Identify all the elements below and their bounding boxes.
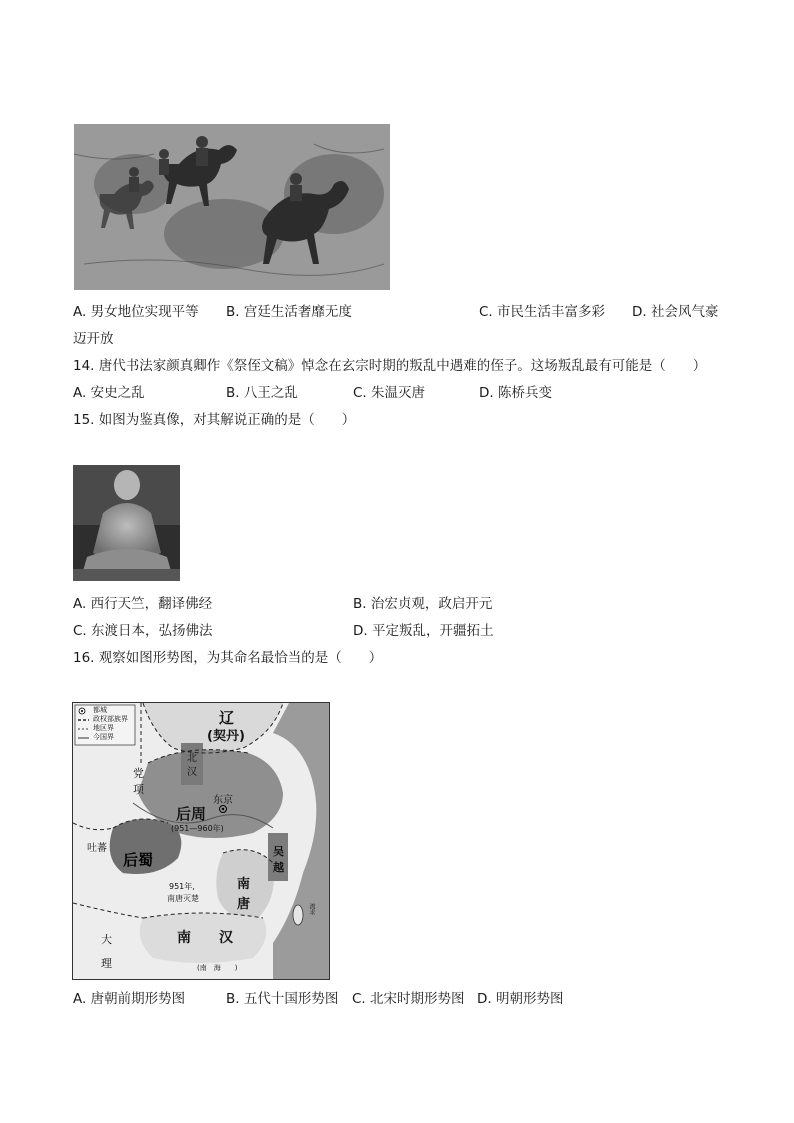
q15-option-b <box>353 595 492 613</box>
label-wuyue-1: 吴 <box>273 845 284 858</box>
option-text: 东渡日本，弘扬佛法 <box>91 623 213 639</box>
option-letter: A. <box>73 991 87 1007</box>
option-letter: B. <box>226 304 240 320</box>
option-text: 治宏贞观，政启开元 <box>370 596 493 612</box>
option-text: 五代十国形势图 <box>243 991 339 1007</box>
label-nantang-1: 南 <box>237 877 251 892</box>
option-letter: D. <box>479 385 494 401</box>
option-letter: A. <box>73 596 87 612</box>
option-text: 平定叛乱，开疆拓土 <box>371 623 494 639</box>
q14-option-a <box>73 384 145 402</box>
option-letter: C. <box>353 385 367 401</box>
legend-national-border: 今国界 <box>93 733 114 741</box>
label-dali-2: 理 <box>101 957 112 970</box>
option-text: 北宋时期形势图 <box>370 991 465 1007</box>
option-letter: D. <box>632 304 647 320</box>
legend-regime-border: 政权部族界 <box>93 715 128 723</box>
q15-option-a <box>73 595 212 613</box>
option-letter: A. <box>73 304 87 320</box>
label-nanhan-1: 南 <box>177 930 191 946</box>
label-dongjing: 东京 <box>213 795 233 806</box>
statue-illustration <box>73 465 180 581</box>
q14-option-d <box>479 384 552 402</box>
q16-option-a <box>73 990 185 1008</box>
option-letter: B. <box>353 596 367 612</box>
option-text: 八王之乱 <box>243 385 298 401</box>
legend-capital: 都城 <box>93 706 107 714</box>
q13-option-a <box>73 303 199 321</box>
option-text: 市民生活丰富多彩 <box>497 304 606 320</box>
label-houshu: 后蜀 <box>123 851 154 869</box>
five-dynasties-map <box>72 702 330 980</box>
option-text: 迈开放 <box>73 331 114 347</box>
label-sea: (南 海 ) <box>197 964 238 972</box>
q15-option-d <box>353 622 493 640</box>
q15-stem: 15. 如图为鉴真像，对其解说正确的是（ ） <box>73 412 356 428</box>
label-beihan-2: 汉 <box>187 767 197 778</box>
legend-region-border: 地区界 <box>93 724 114 732</box>
mural-illustration <box>74 124 390 290</box>
option-letter: C. <box>352 991 366 1007</box>
option-text: 西行天竺，翻译佛经 <box>90 596 213 612</box>
label-beihan-1: 北 <box>187 753 197 764</box>
label-tubo: 吐蕃 <box>87 843 107 854</box>
option-text: 宫廷生活奢靡无度 <box>243 304 352 320</box>
label-island: 流求 <box>308 903 315 915</box>
label-xiang: 项 <box>133 783 144 796</box>
label-note-1: 951年, <box>169 882 195 891</box>
option-text: 安史之乱 <box>90 385 145 401</box>
option-text: 社会风气豪 <box>650 304 719 320</box>
q15-option-c <box>73 622 213 640</box>
label-nanhan-2: 汉 <box>219 930 233 946</box>
option-text: 朱温灭唐 <box>371 385 426 401</box>
q14-option-b <box>226 384 298 402</box>
option-letter: C. <box>73 623 87 639</box>
label-nantang-2: 唐 <box>237 897 251 912</box>
q16-option-d <box>477 990 563 1008</box>
option-letter: B. <box>226 385 240 401</box>
option-letter: D. <box>353 623 368 639</box>
option-letter: C. <box>479 304 493 320</box>
label-houzhou-years: (951—960年) <box>171 824 224 833</box>
q16-option-b <box>226 990 338 1008</box>
q16-option-c <box>352 990 465 1008</box>
q14-stem: 14. 唐代书法家颜真卿作《祭侄文稿》悼念在玄宗时期的叛乱中遇难的侄子。这场叛乱最有可能是（ ） <box>73 358 707 374</box>
label-wuyue-2: 越 <box>273 861 284 874</box>
jianzhen-statue-image <box>73 465 180 581</box>
q13-option-d <box>632 303 718 321</box>
label-qidan: (契丹) <box>207 729 245 744</box>
q14-option-c <box>353 384 425 402</box>
q16-stem: 16. 观察如图形势图，为其命名最恰当的是（ ） <box>73 650 383 666</box>
option-letter: B. <box>226 991 240 1007</box>
label-houzhou: 后周 <box>176 805 207 823</box>
label-note-2: 南唐灭楚 <box>167 894 199 903</box>
q13-option-d-continued <box>73 330 114 348</box>
label-liao: 辽 <box>219 709 235 727</box>
q13-option-b <box>226 303 352 321</box>
option-letter: A. <box>73 385 87 401</box>
option-text: 陈桥兵变 <box>497 385 552 401</box>
q13-option-c <box>479 303 605 321</box>
tang-mural-image <box>74 124 390 290</box>
option-text: 明朝形势图 <box>495 991 564 1007</box>
option-text: 唐朝前期形势图 <box>90 991 186 1007</box>
option-text: 男女地位实现平等 <box>90 304 199 320</box>
label-dali-1: 大 <box>101 933 112 946</box>
label-dang: 党 <box>133 767 144 780</box>
option-letter: D. <box>477 991 492 1007</box>
